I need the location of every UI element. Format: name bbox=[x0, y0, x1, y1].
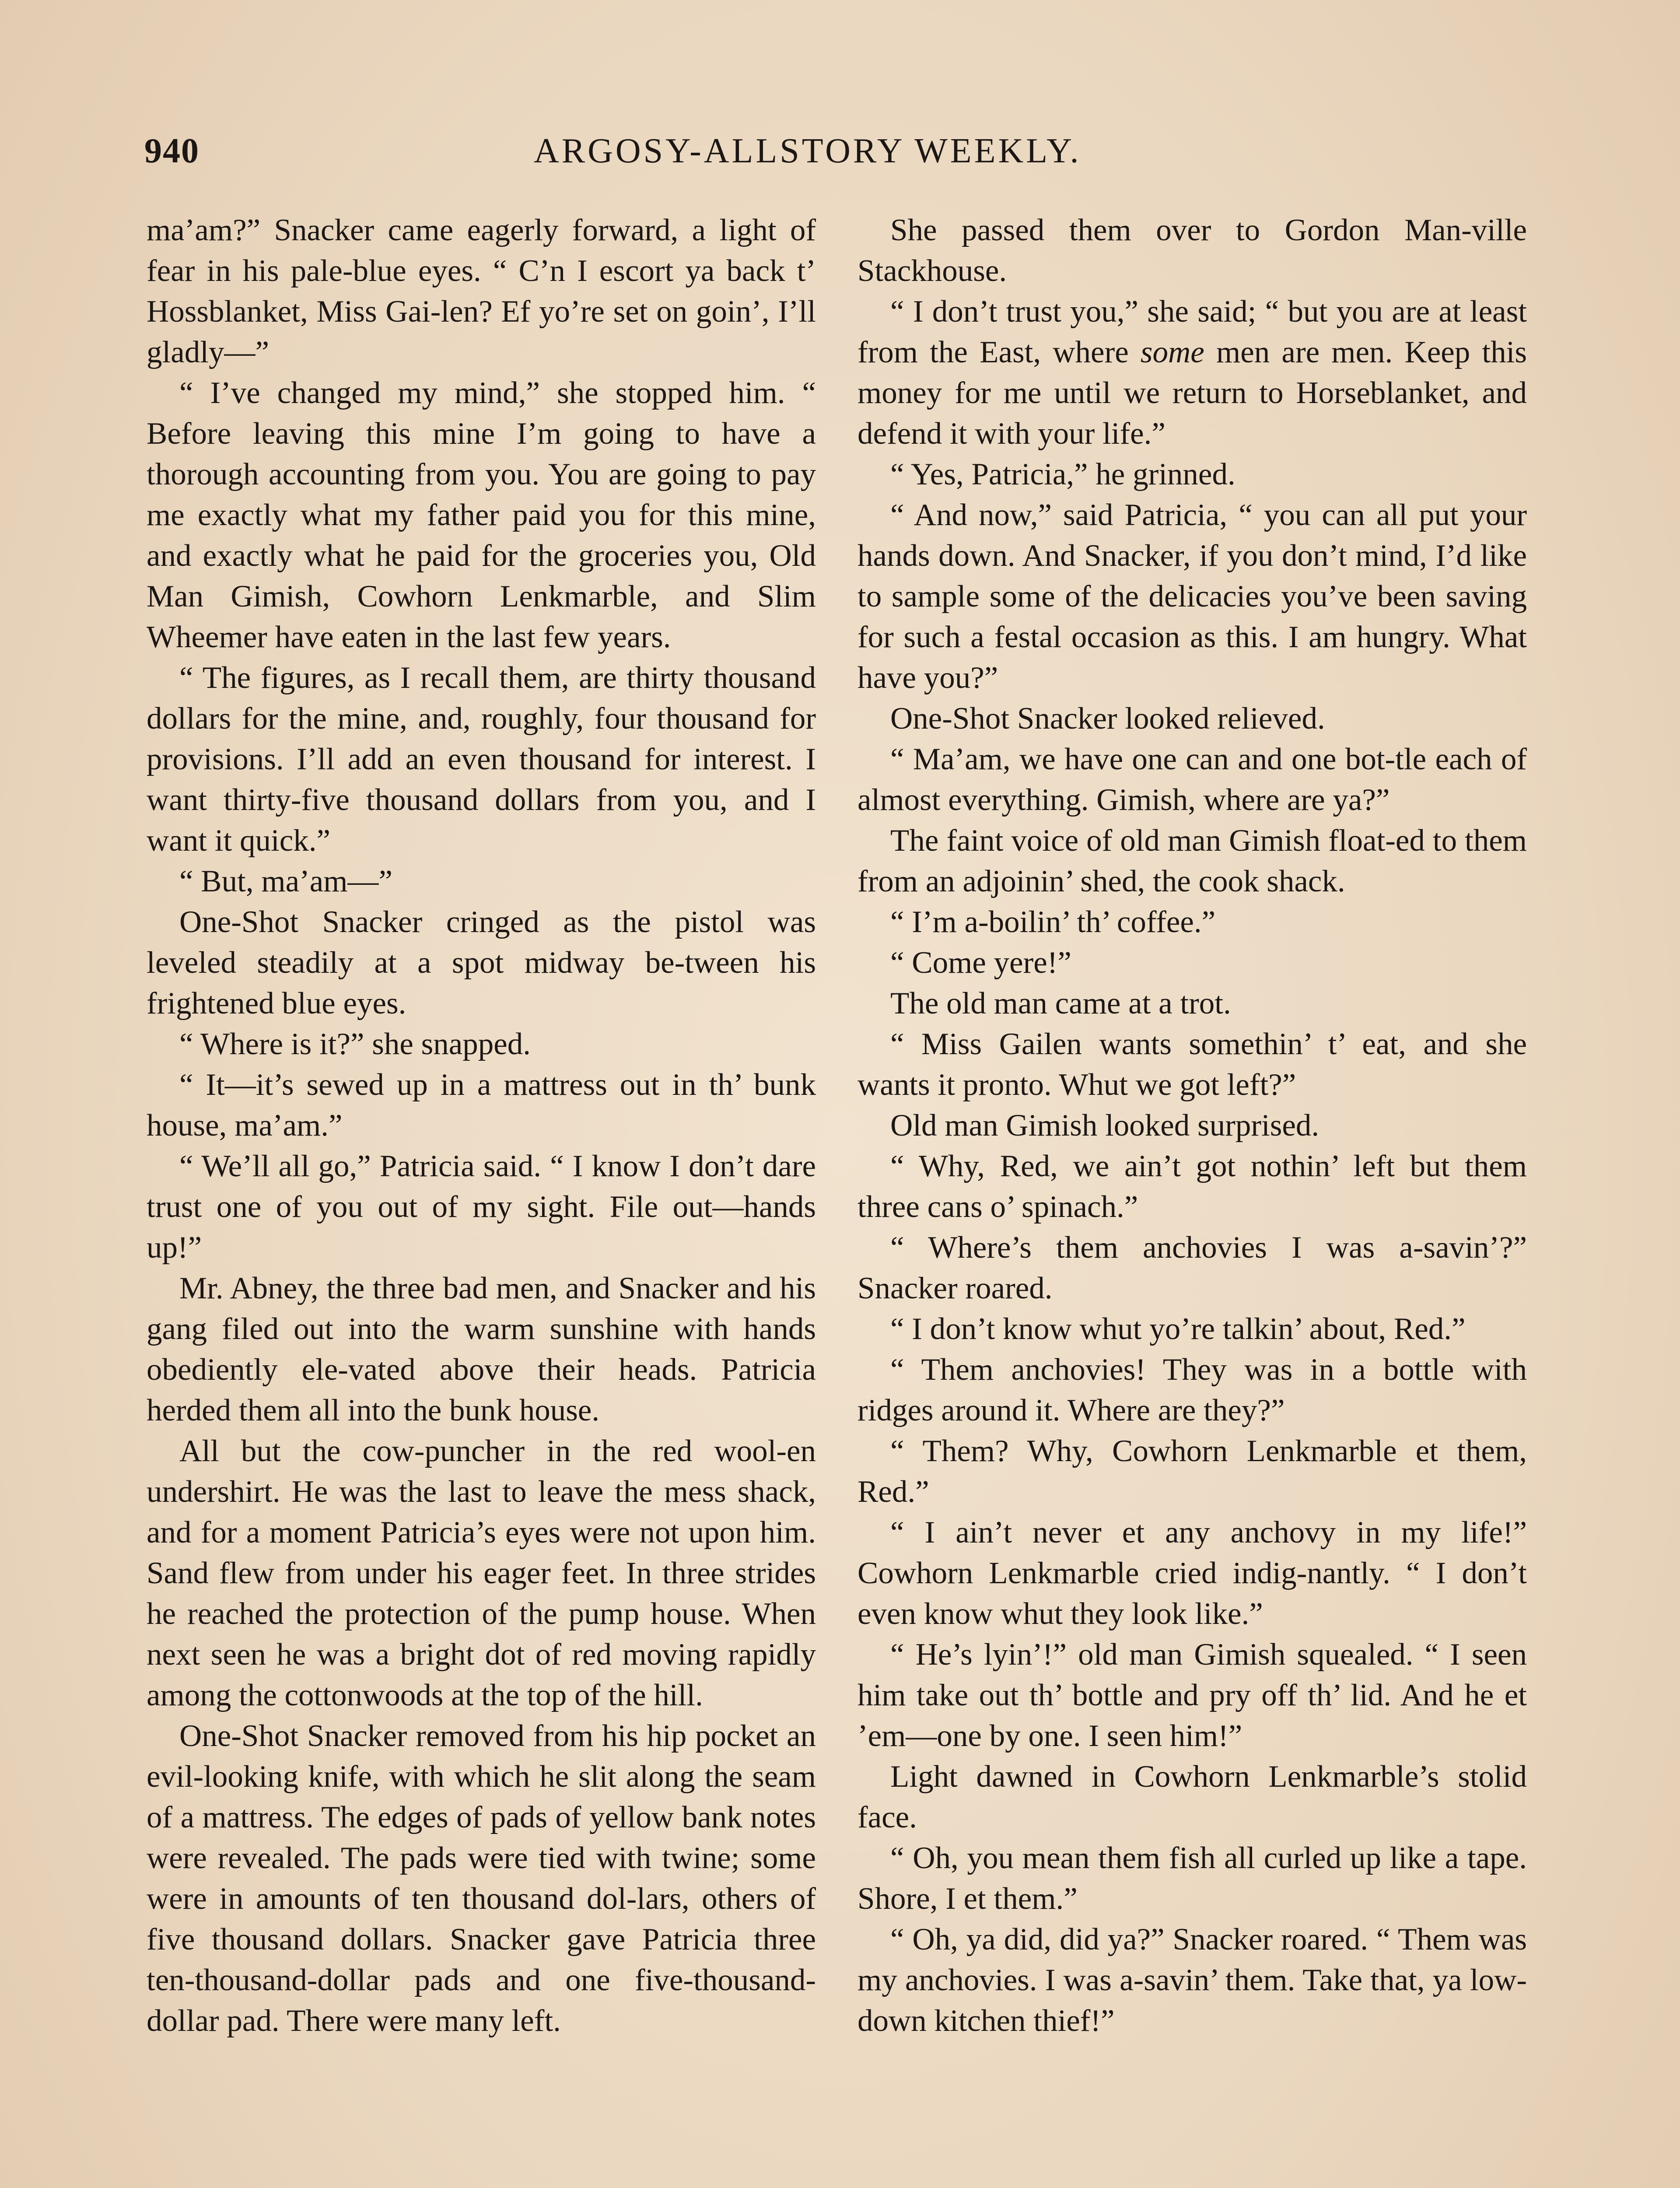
paragraph: “ Ma’am, we have one can and one bot-tle each of almost everything. Gimish, where are ya?” bbox=[858, 742, 1527, 817]
emphasis-text: some bbox=[1140, 335, 1204, 369]
paragraph: “ He’s lyin’!” old man Gimish squealed. “ I seen him take out th’ bottle and pry off th’ lid. And he et ’em—one by one. I seen him!” bbox=[858, 1637, 1527, 1753]
paragraph: The old man came at a trot. bbox=[890, 986, 1231, 1020]
paragraph: “ It—it’s sewed up in a mattress out in th’ bunk house, ma’am.” bbox=[147, 1068, 816, 1143]
paragraph: “ Why, Red, we ain’t got nothin’ left but them three cans o’ spinach.” bbox=[858, 1149, 1527, 1224]
paragraph: The faint voice of old man Gimish float-ed to them from an adjoinin’ shed, the cook shack. bbox=[858, 824, 1527, 898]
left-column bbox=[147, 210, 816, 2041]
text-run: men are men. Keep this money for me until we return to Horseblanket, and defend it with your life.” bbox=[858, 335, 1527, 451]
paragraph bbox=[858, 291, 1527, 454]
paragraph: “ Yes, Patricia,” he grinned. bbox=[890, 457, 1236, 491]
paragraph: “ Come yere!” bbox=[890, 946, 1071, 980]
paragraph: Old man Gimish looked surprised. bbox=[890, 1108, 1320, 1143]
paragraph: One-Shot Snacker looked relieved. bbox=[890, 701, 1325, 736]
paragraph: One-Shot Snacker cringed as the pistol was leveled steadily at a spot midway be-tween his frightened blue eyes. bbox=[147, 905, 816, 1020]
paragraph: “ And now,” said Patricia, “ you can all put your hands down. And Snacker, if you don’t mind, I’d like to sample some of the delicacies you’ve been saving for such a festal occasion as this. I am hungry. What have you?” bbox=[858, 498, 1527, 695]
paragraph: “ Them anchovies! They was in a bottle with ridges around it. Where are they?” bbox=[858, 1353, 1527, 1427]
paragraph: “ Miss Gailen wants somethin’ t’ eat, and she wants it pronto. Whut we got left?” bbox=[858, 1027, 1527, 1102]
paragraph: She passed them over to Gordon Man-ville Stackhouse. bbox=[858, 213, 1527, 288]
paragraph: One-Shot Snacker removed from his hip pocket an evil-looking knife, with which he slit along the seam of a mattress. The edges of pads of yellow bank notes were revealed. The pads were tied with twine; some were in amounts of ten thousand dol-lars, others of five thousand dollars. Snacker gave Patricia three ten-thousand-dollar pads and one five-thousand-dollar pad. There were many left. bbox=[147, 1719, 816, 2038]
paragraph: All but the cow-puncher in the red wool-en undershirt. He was the last to leave the mess shack, and for a moment Patricia’s eyes were not upon him. Sand flew from under his eager feet. In three strides he reached the protection of the pump house. When next seen he was a bright dot of red moving rapidly among the cottonwoods at the top of the hill. bbox=[147, 1434, 816, 1712]
page-number: 940 bbox=[144, 132, 200, 170]
paragraph: “ Oh, you mean them fish all curled up like a tape. Shore, I et them.” bbox=[858, 1841, 1527, 1916]
paragraph: “ I’ve changed my mind,” she stopped him. “ Before leaving this mine I’m going to have a thorough accounting from you. You are going to pay me exactly what my father paid you for this mine, and exactly what he paid for the groceries you, Old Man Gimish, Cowhorn Lenkmarble, and Slim Wheemer have eaten in the last few years. bbox=[147, 376, 816, 654]
paragraph: “ Them? Why, Cowhorn Lenkmarble et them, Red.” bbox=[858, 1434, 1527, 1509]
paragraph: “ Where is it?” she snapped. bbox=[179, 1027, 531, 1061]
paragraph: Light dawned in Cowhorn Lenkmarble’s stolid face. bbox=[858, 1760, 1527, 1834]
paragraph: “ We’ll all go,” Patricia said. “ I know I don’t dare trust one of you out of my sight. File out—hands up!” bbox=[147, 1149, 816, 1265]
paragraph: “ But, ma’am—” bbox=[179, 864, 392, 898]
paragraph: “ I ain’t never et any anchovy in my life!” Cowhorn Lenkmarble cried indig-nantly. “ I don’t even know whut they look like.” bbox=[858, 1515, 1527, 1631]
text-run: “ I don’t trust you,” she said; “ but you are at least from the East, where bbox=[858, 295, 1527, 369]
running-title: ARGOSY-ALLSTORY WEEKLY. bbox=[534, 132, 1082, 170]
page-header bbox=[144, 131, 1662, 184]
right-column bbox=[858, 210, 1527, 2041]
paragraph: “ Oh, ya did, did ya?” Snacker roared. “ Them was my anchovies. I was a-savin’ them. Take that, ya low-down kitchen thief!” bbox=[858, 1922, 1527, 2038]
paragraph: “ Where’s them anchovies I was a-savin’?” Snacker roared. bbox=[858, 1231, 1527, 1305]
paragraph: ma’am?” Snacker came eagerly forward, a light of fear in his pale-blue eyes. “ C’n I escort ya back t’ Hossblanket, Miss Gai-len? Ef yo’re set on goin’, I’ll gladly—” bbox=[147, 213, 816, 369]
paragraph: Mr. Abney, the three bad men, and Snacker and his gang filed out into the warm sunshine with hands obediently ele-vated above their heads. Patricia herded them all into the bunk house. bbox=[147, 1271, 816, 1427]
paragraph: “ The figures, as I recall them, are thirty thousand dollars for the mine, and, roughly, four thousand for provisions. I’ll add an even thousand for interest. I want thirty-five thousand dollars from you, and I want it quick.” bbox=[147, 661, 816, 858]
paragraph: “ I don’t know whut yo’re talkin’ about, Red.” bbox=[890, 1312, 1466, 1346]
paragraph: “ I’m a-boilin’ th’ coffee.” bbox=[890, 905, 1216, 939]
